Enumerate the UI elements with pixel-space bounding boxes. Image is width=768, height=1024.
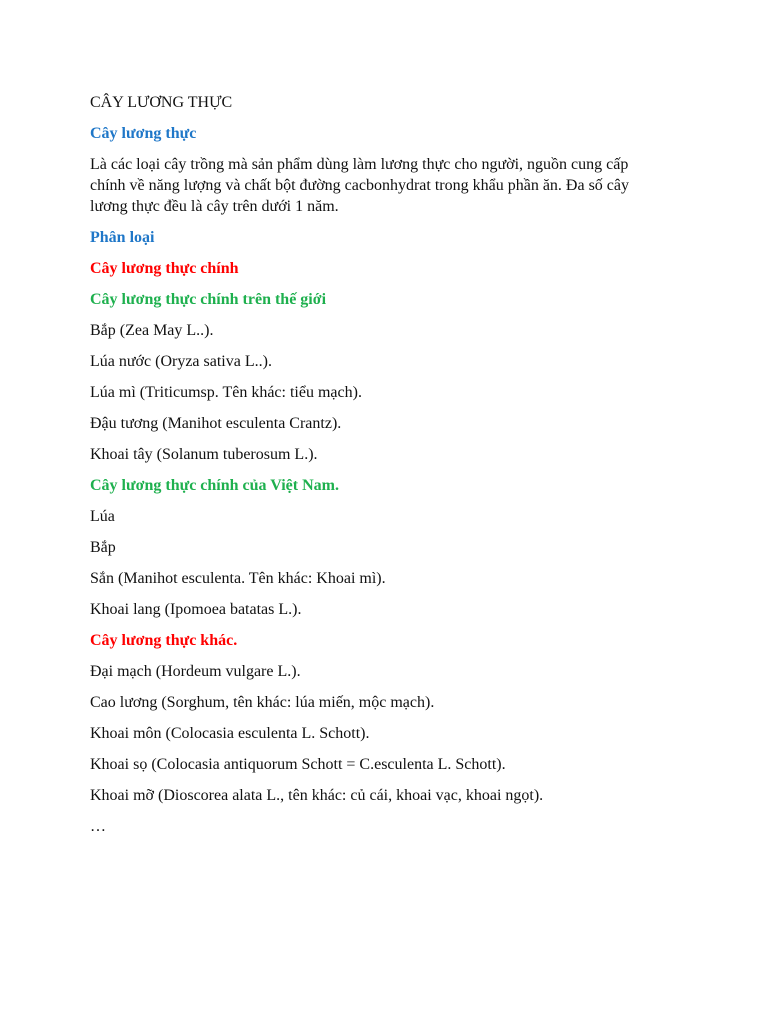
heading-other-crops: Cây lương thực khác. bbox=[90, 632, 238, 649]
list-item: Khoai sọ (Colocasia antiquorum Schott = C.esculenta L. Schott). bbox=[90, 756, 506, 773]
list-item: Lúa mì (Triticumsp. Tên khác: tiểu mạch). bbox=[90, 384, 362, 401]
list-item: Khoai tây (Solanum tuberosum L.). bbox=[90, 446, 318, 463]
document-page bbox=[90, 92, 650, 847]
list-item: Đại mạch (Hordeum vulgare L.). bbox=[90, 663, 301, 680]
list-item: Khoai môn (Colocasia esculenta L. Schott). bbox=[90, 725, 370, 742]
list-item: Lúa nước (Oryza sativa L..). bbox=[90, 353, 272, 370]
list-item: Bắp (Zea May L..). bbox=[90, 322, 214, 339]
heading-main-food-crops: Cây lương thực chính bbox=[90, 260, 239, 277]
heading-cay-luong-thuc: Cây lương thực bbox=[90, 125, 197, 142]
heading-world-crops: Cây lương thực chính trên thế giới bbox=[90, 291, 327, 308]
list-item: Khoai mỡ (Dioscorea alata L., tên khác: củ cái, khoai vạc, khoai ngọt). bbox=[90, 787, 544, 804]
list-item: Cao lương (Sorghum, tên khác: lúa miến, mộc mạch). bbox=[90, 694, 435, 711]
heading-phan-loai: Phân loại bbox=[90, 229, 155, 246]
document-title: CÂY LƯƠNG THỰC bbox=[90, 94, 233, 111]
list-item: Sắn (Manihot esculenta. Tên khác: Khoai mì). bbox=[90, 570, 386, 587]
list-item: Khoai lang (Ipomoea batatas L.). bbox=[90, 601, 302, 618]
list-item: Đậu tương (Manihot esculenta Crantz). bbox=[90, 415, 342, 432]
list-item: Bắp bbox=[90, 539, 116, 556]
ellipsis: … bbox=[90, 818, 106, 835]
list-item: Lúa bbox=[90, 508, 115, 525]
definition-paragraph: Là các loại cây trồng mà sản phẩm dùng làm lương thực cho người, nguồn cung cấp chính về năng lượng và chất bột đường cacbonhydrat trong khẩu phần ăn. Đa số cây lương thực đều là cây trên dưới 1 năm. bbox=[90, 156, 629, 215]
heading-vietnam-crops: Cây lương thực chính của Việt Nam. bbox=[90, 477, 339, 494]
